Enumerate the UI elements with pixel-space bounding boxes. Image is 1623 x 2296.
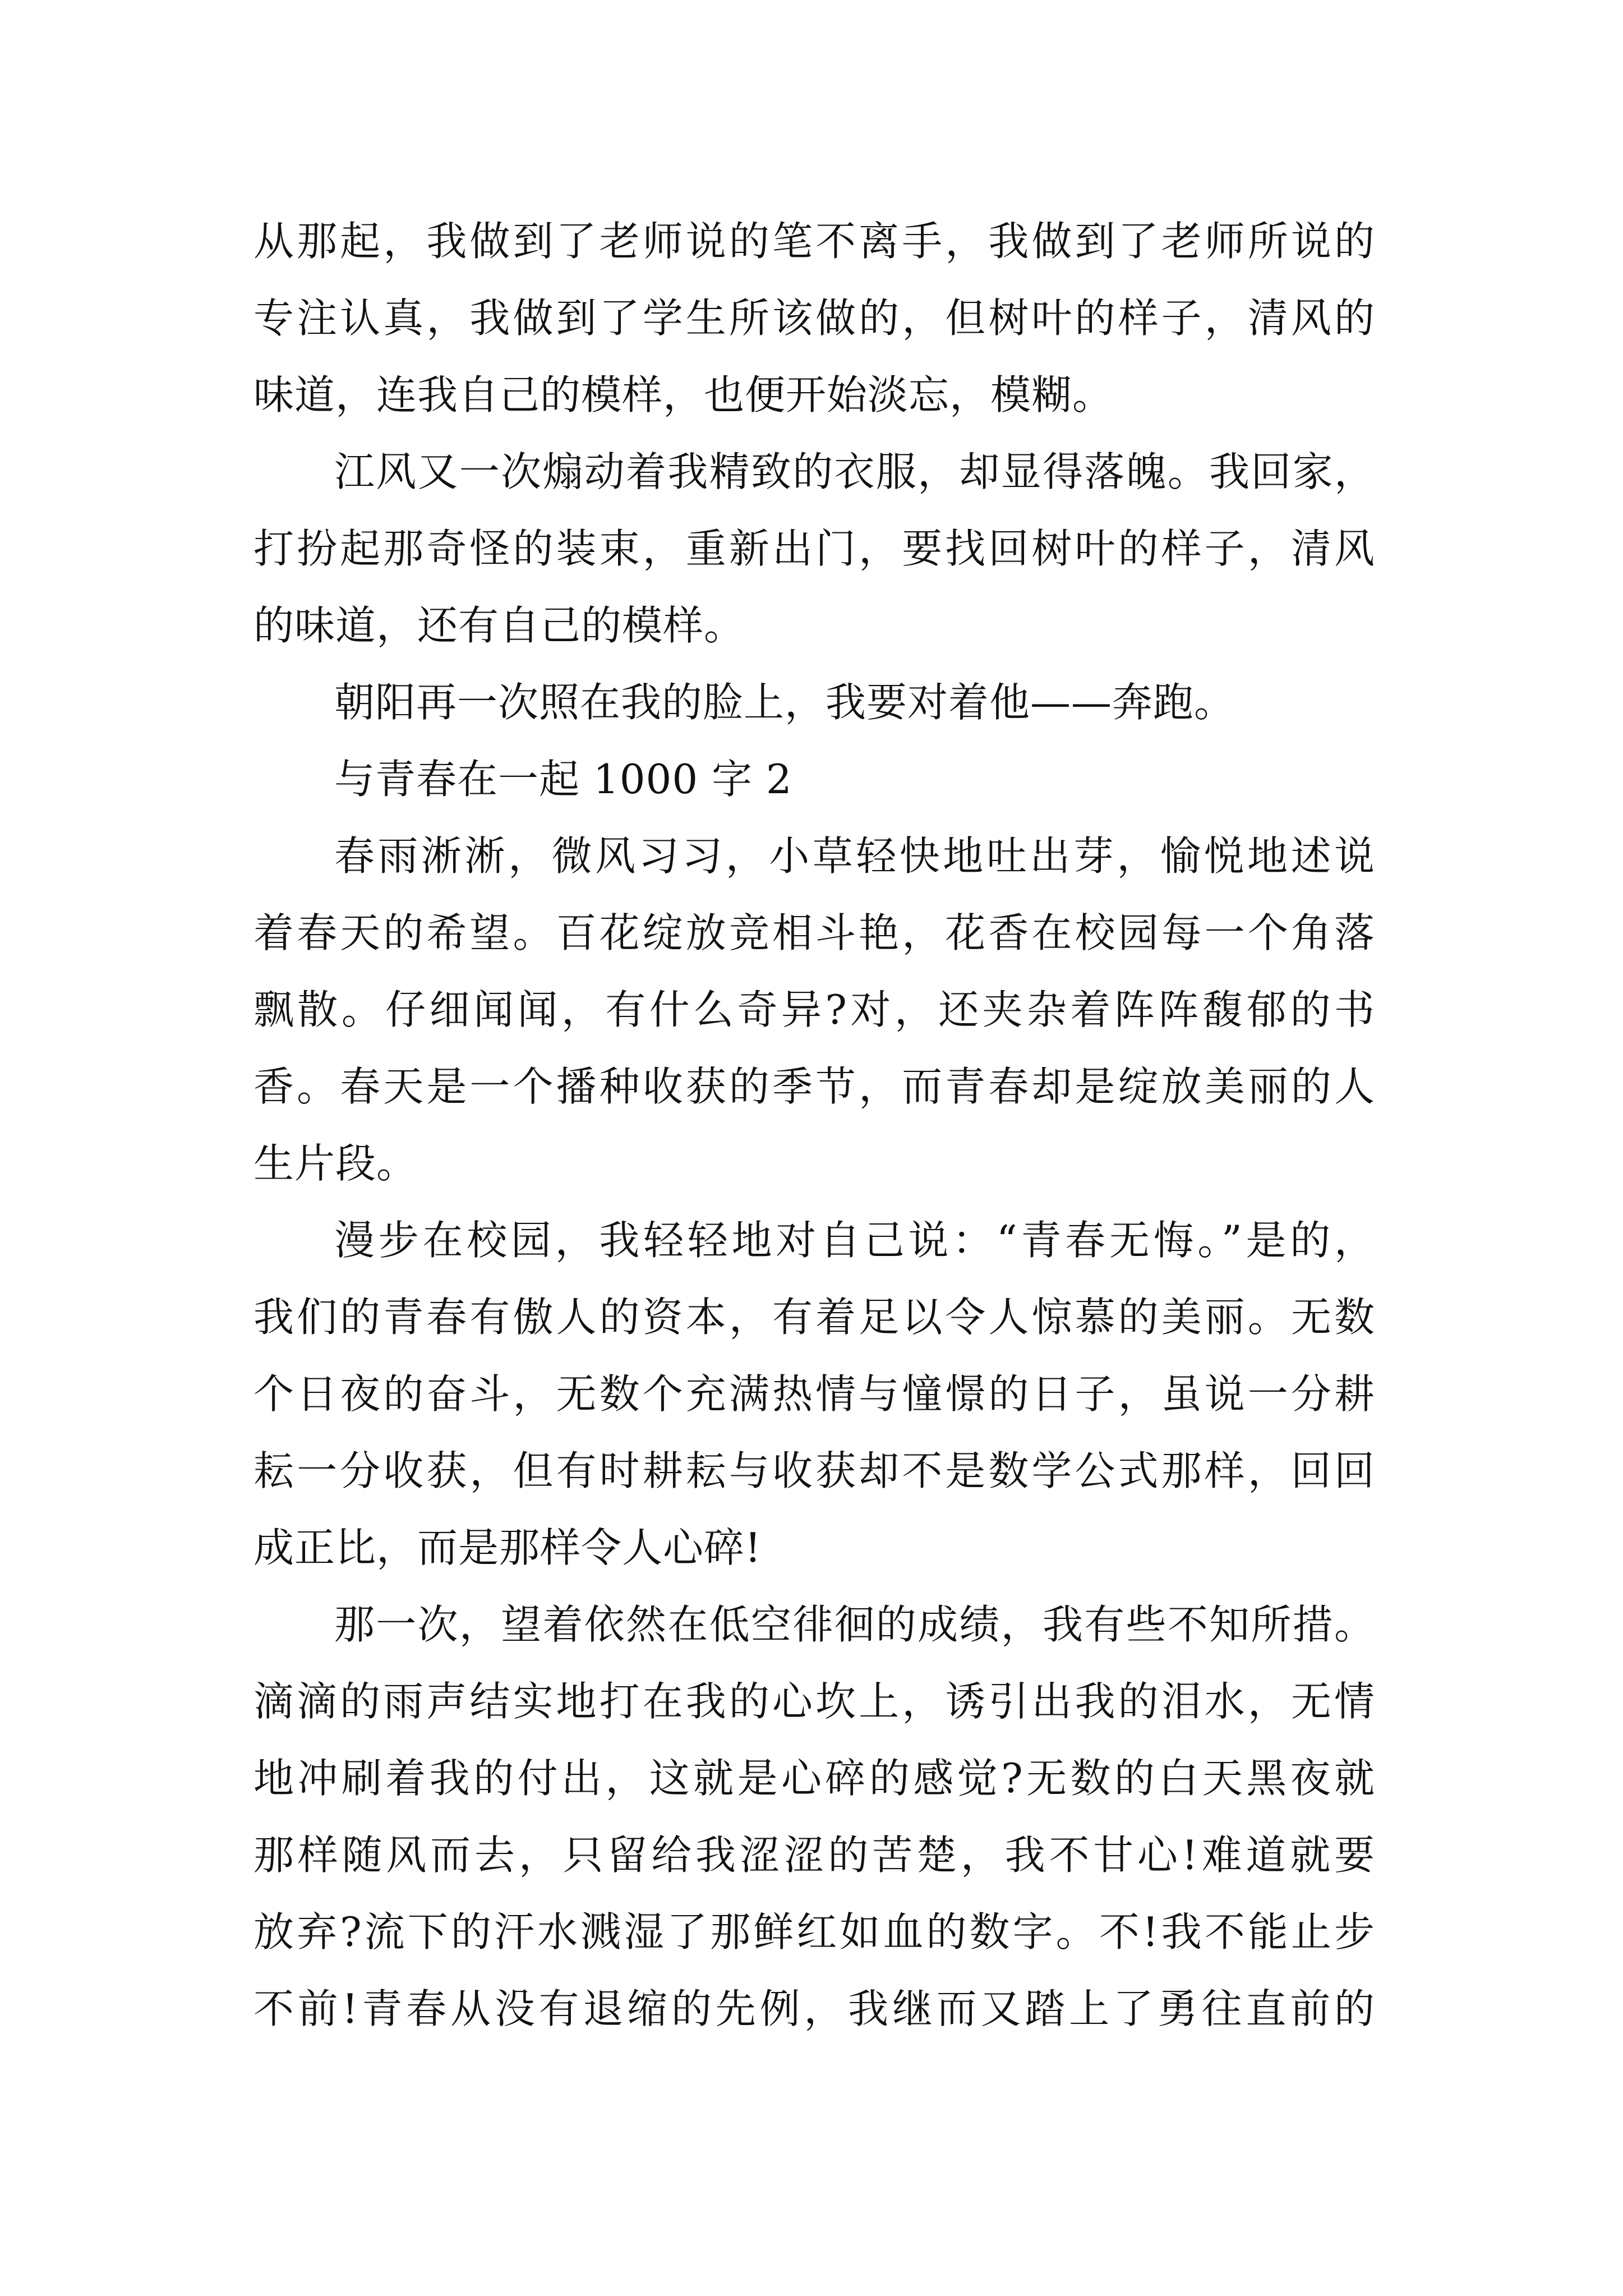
text-line: 不前!青春从没有退缩的先例，我继而又踏上了勇往直前的: [253, 1985, 1375, 2032]
paragraph-first-line: 江风又一次煽动着我精致的衣服，却显得落魄。我回家，: [334, 448, 1375, 495]
text-line: 生片段。: [253, 1140, 418, 1187]
text-line: 打扮起那奇怪的装束，重新出门，要找回树叶的样子，清风: [253, 525, 1375, 572]
text-line: 放弃?流下的汗水溅湿了那鲜红如血的数字。不!我不能止步: [253, 1908, 1375, 1955]
text-line: 我们的青春有傲人的资本，有着足以令人惊慕的美丽。无数: [253, 1294, 1375, 1341]
text-line: 着春天的希望。百花绽放竞相斗艳，花香在校园每一个角落: [253, 909, 1375, 956]
text-line: 成正比，而是那样令人心碎!: [253, 1524, 762, 1571]
text-line: 味道，连我自己的模样，也便开始淡忘，模糊。: [253, 371, 1114, 418]
paragraph-first-line: 春雨淅淅，微风习习，小草轻快地吐出芽，愉悦地述说: [334, 832, 1375, 880]
text-line: 那样随风而去，只留给我涩涩的苦楚，我不甘心!难道就要: [253, 1832, 1375, 1879]
section-heading: 与青春在一起 1000 字 2: [334, 756, 792, 803]
text-line: 从那起，我做到了老师说的笔不离手，我做到了老师所说的: [253, 218, 1375, 265]
text-line: 飘散。仔细闻闻，有什么奇异?对，还夹杂着阵阵馥郁的书: [253, 986, 1375, 1033]
paragraph-first-line: 漫步在校园，我轻轻地对自己说：“青春无悔。”是的，: [334, 1217, 1375, 1264]
text-line: 滴滴的雨声结实地打在我的心坎上，诱引出我的泪水，无情: [253, 1678, 1375, 1725]
paragraph-first-line: 朝阳再一次照在我的脸上，我要对着他——奔跑。: [334, 679, 1235, 726]
text-line: 专注认真，我做到了学生所该做的，但树叶的样子，清风的: [253, 295, 1375, 342]
text-line: 个日夜的奋斗，无数个充满热情与憧憬的日子，虽说一分耕: [253, 1370, 1375, 1418]
text-line: 香。春天是一个播种收获的季节，而青春却是绽放美丽的人: [253, 1063, 1375, 1110]
text-line: 的味道，还有自己的模样。: [253, 602, 745, 649]
text-line: 地冲刷着我的付出，这就是心碎的感觉?无数的白天黑夜就: [253, 1755, 1375, 1802]
paragraph-first-line: 那一次，望着依然在低空徘徊的成绩，我有些不知所措。: [334, 1601, 1375, 1648]
text-line: 耘一分收获，但有时耕耘与收获却不是数学公式那样，回回: [253, 1447, 1375, 1494]
